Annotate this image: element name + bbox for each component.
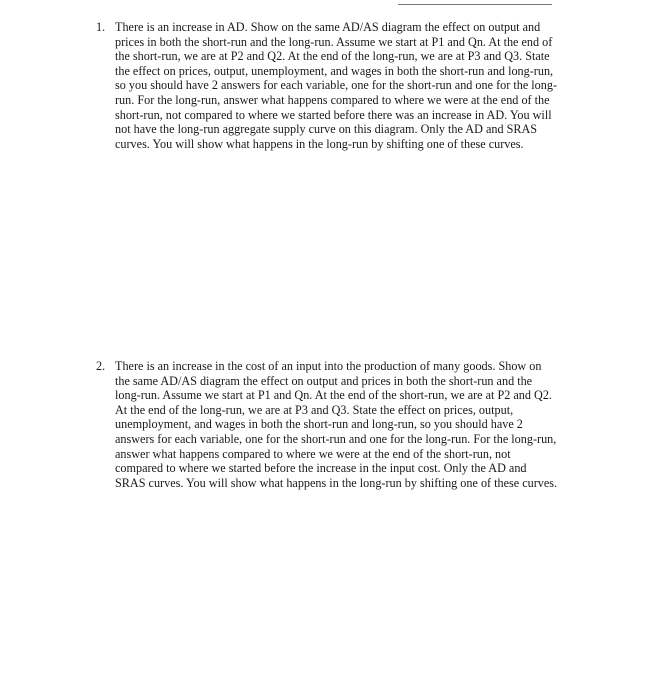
question-1-number: 1.	[96, 20, 106, 34]
question-2	[96, 359, 558, 490]
question-2-number: 2.	[96, 359, 106, 373]
question-2-text: There is an increase in the cost of an input into the production of many goods. Show on the same AD/AS diagram the effect on output and prices in both the short-run and the long-run. Assume we start at P1 and Qn. At the end of the short-run, we are at P2 and Q2. At the end of the long-run, we are at P3 and Q3. State the effect on prices, output, unemployment, and wages in both the short-run and long-run, so you should have 2 answers for each variable, one for the short-run and one for the long-run. For the long-run, answer what happens compared to where we were at the end of the short-run, not compared to where we started before the increase in the input cost. Only the AD and SRAS curves. You will show what happens in the long-run by shifting one of these curves.	[115, 359, 558, 490]
question-1-text: There is an increase in AD. Show on the same AD/AS diagram the effect on output and prices in both the short-run and the long-run. Assume we start at P1 and Qn. At the end of the short-run, we are at P2 and Q2. At the end of the long-run, we are at P3 and Q3. State the effect on prices, output, unemployment, and wages in both the short-run and long-run, so you should have 2 answers for each variable, one for the short-run and one for the long-run. For the long-run, answer what happens compared to where we were at the end of the short-run, not compared to where we started before there was an increase in AD. You will not have the long-run aggregate supply curve on this diagram. Only the AD and SRAS curves. You will show what happens in the long-run by shifting one of these curves.	[115, 20, 557, 151]
answer-line	[398, 4, 552, 5]
question-1	[96, 20, 558, 151]
